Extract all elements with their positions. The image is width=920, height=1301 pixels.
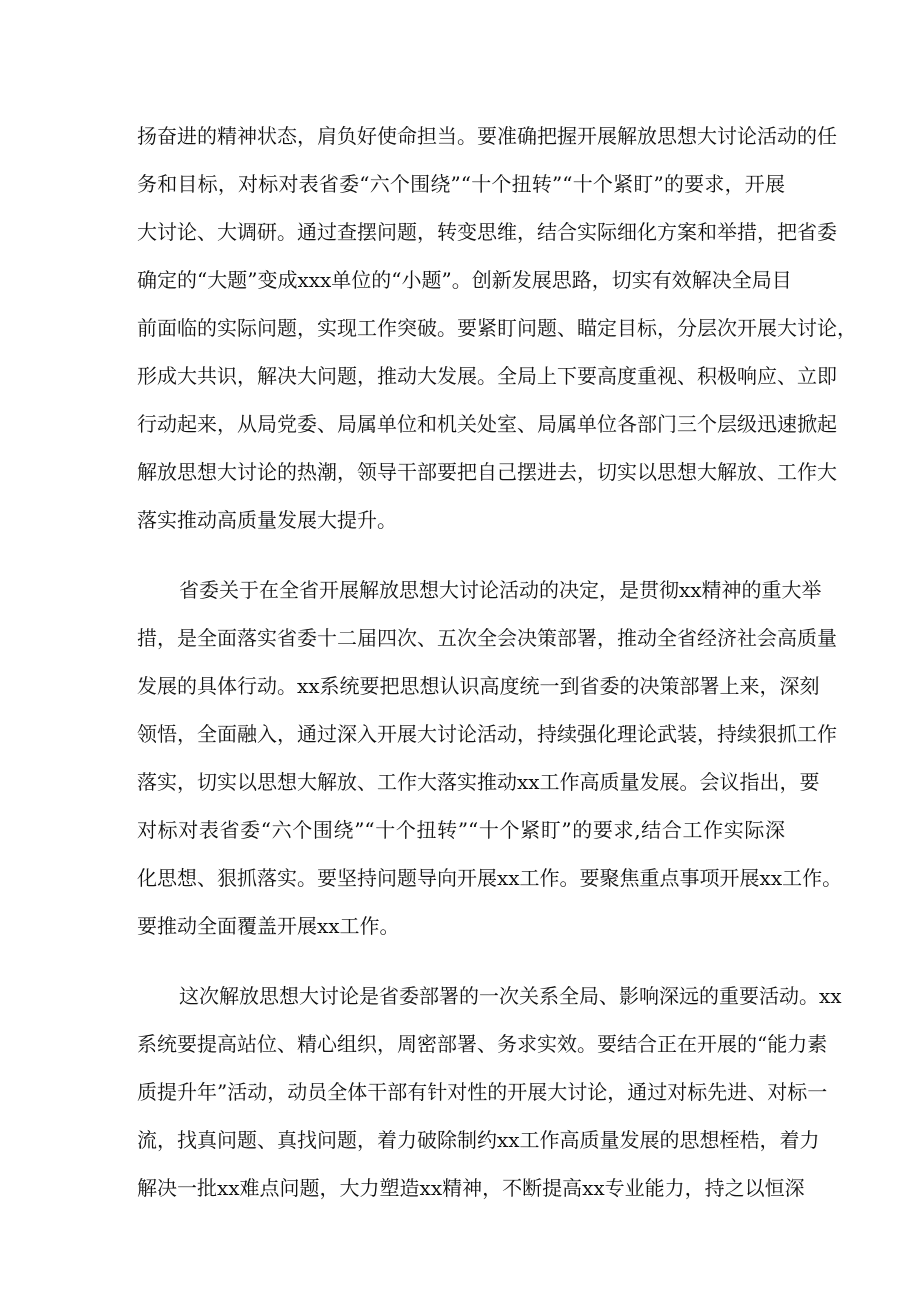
text-line: 领悟，全面融入，通过深入开展大讨论活动，持续强化理论武装，持续狠抓工作 (137, 722, 837, 746)
text-line: 解放思想大讨论的热潮，领导干部要把自己摆进去，切实以思想大解放、工作大 (137, 460, 837, 484)
text-line: 解决一批xx难点问题，大力塑造xx精神，不断提高xx专业能力，持之以恒深 (137, 1176, 805, 1200)
text-line: 确定的“大题”变成xxx单位的“小题”。创新发展思路，切实有效解决全局目 (137, 268, 792, 292)
text-line: 落实推动高质量发展大提升。 (137, 508, 397, 532)
text-line: 前面临的实际问题，实现工作突破。要紧盯问题、瞄定目标，分层次开展大讨论， (137, 316, 857, 340)
text-line: 这次解放思想大讨论是省委部署的一次关系全局、影响深远的重要活动。xx (179, 984, 842, 1008)
text-line: 对标对表省委“六个围绕”“十个扭转”“十个紧盯”的要求,结合工作实际深 (137, 818, 785, 842)
text-line: 发展的具体行动。xx系统要把思想认识高度统一到省委的决策部署上来，深刻 (137, 674, 820, 698)
text-line: 务和目标，对标对表省委“六个围绕”“十个扭转”“十个紧盯”的要求，开展 (137, 172, 785, 196)
document-body (137, 112, 857, 1234)
text-line: 行动起来，从局党委、局属单位和机关处室、局属单位各部门三个层级迅速掀起 (137, 412, 837, 436)
text-line: 省委关于在全省开展解放思想大讨论活动的决定，是贯彻xx精神的重大举 (179, 578, 822, 602)
paragraph-3 (137, 972, 842, 1212)
text-line: 流，找真问题、真找问题，着力破除制约xx工作高质量发展的思想桎梏，着力 (137, 1128, 820, 1152)
text-line: 落实，切实以思想大解放、工作大落实推动xx工作高质量发展。会议指出，要 (137, 770, 820, 794)
text-line: 形成大共识，解决大问题，推动大发展。全局上下要高度重视、积极响应、立即 (137, 364, 837, 388)
text-line: 措，是全面落实省委十二届四次、五次全会决策部署，推动全省经济社会高质量 (137, 626, 837, 650)
paragraph-1 (137, 112, 857, 544)
paragraph-2 (137, 566, 843, 950)
text-line: 要推动全面覆盖开展xx工作。 (137, 914, 400, 938)
text-line: 质提升年”活动，动员全体干部有针对性的开展大讨论，通过对标先进、对标一 (137, 1080, 828, 1104)
text-line: 大讨论、大调研。通过查摆问题，转变思维，结合实际细化方案和举措，把省委 (137, 220, 837, 244)
text-line: 系统要提高站位、精心组织，周密部署、务求实效。要结合正在开展的“能力素 (137, 1032, 828, 1056)
text-line: 扬奋进的精神状态，肩负好使命担当。要准确把握开展解放思想大讨论活动的任 (137, 124, 837, 148)
text-line: 化思想、狠抓落实。要坚持问题导向开展xx工作。要聚焦重点事项开展xx工作。 (137, 866, 843, 890)
